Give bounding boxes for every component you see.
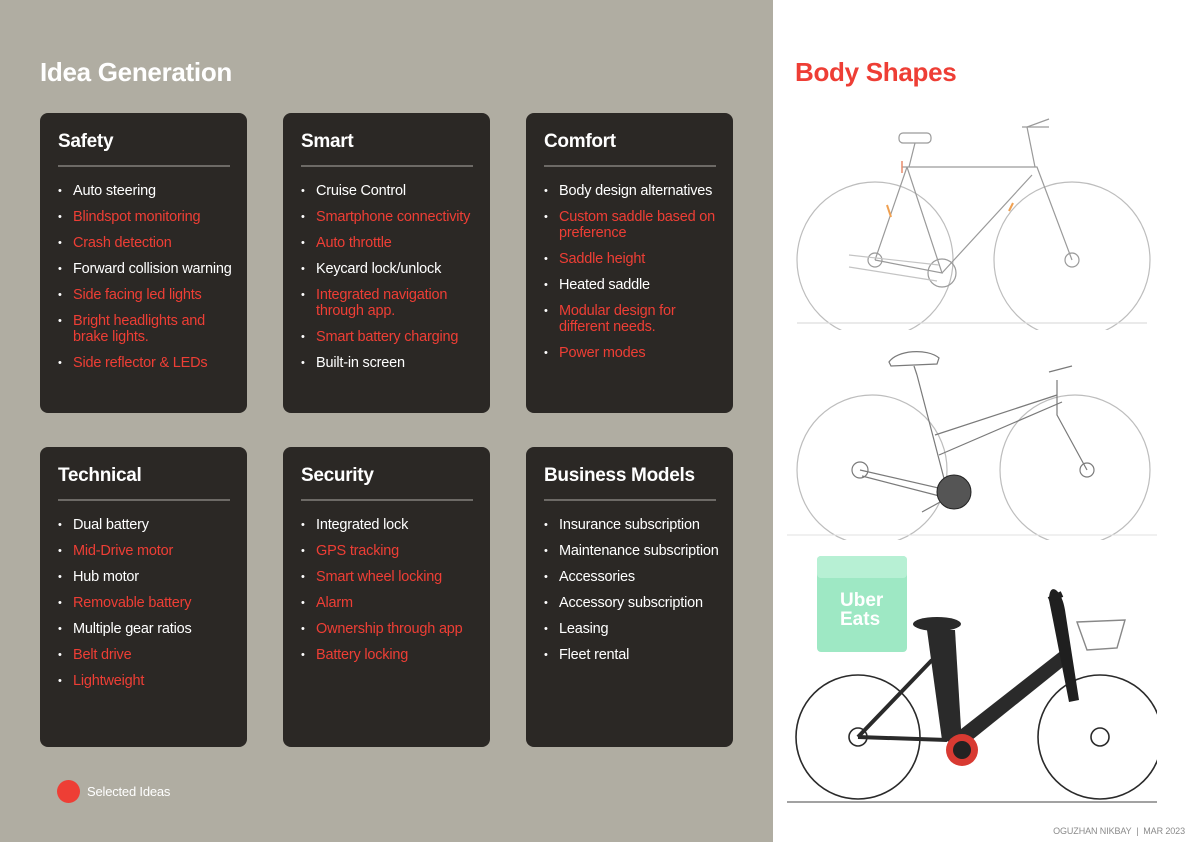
bike-sketch-1 <box>787 105 1157 330</box>
idea-item: • Built-in screen <box>301 355 481 371</box>
selected-idea-item: • Power modes <box>544 345 724 361</box>
legend <box>57 780 170 803</box>
selected-idea-item: • Modular design for different needs. <box>544 303 724 335</box>
idea-item: • Heated saddle <box>544 277 724 293</box>
card-title: Smart <box>301 131 354 152</box>
selected-idea-item: • Lightweight <box>58 673 238 689</box>
bike-render-3 <box>787 550 1157 810</box>
idea-list <box>301 517 481 673</box>
card-safety <box>40 113 247 413</box>
idea-item: • Body design alternatives <box>544 183 724 199</box>
selected-idea-item: • Smartphone connectivity <box>301 209 481 225</box>
selected-idea-item: • Removable battery <box>58 595 238 611</box>
idea-list <box>58 183 238 381</box>
selected-idea-item: • Custom saddle based on preference <box>544 209 724 241</box>
selected-idea-item: • Battery locking <box>301 647 481 663</box>
legend-label: Selected Ideas <box>87 784 171 799</box>
idea-item: • Leasing <box>544 621 724 637</box>
selected-idea-item: • Saddle height <box>544 251 724 267</box>
card-title: Comfort <box>544 131 616 152</box>
selected-idea-item: • Integrated navigation through app. <box>301 287 481 319</box>
idea-item: • Hub motor <box>58 569 238 585</box>
card-comfort <box>526 113 733 413</box>
idea-item: • Forward collision warning <box>58 261 238 277</box>
idea-item: • Fleet rental <box>544 647 724 663</box>
selected-idea-item: • Alarm <box>301 595 481 611</box>
card-security <box>283 447 490 747</box>
idea-item: • Insurance subscription <box>544 517 724 533</box>
selected-idea-item: • Side facing led lights <box>58 287 238 303</box>
selected-idea-item: • Ownership through app <box>301 621 481 637</box>
selected-idea-item: • Crash detection <box>58 235 238 251</box>
card-smart <box>283 113 490 413</box>
bike-sketch-2 <box>787 340 1157 540</box>
card-divider <box>58 165 230 167</box>
card-title: Technical <box>58 465 142 486</box>
legend-dot-icon <box>57 780 80 803</box>
card-title: Security <box>301 465 374 486</box>
selected-idea-item: • Belt drive <box>58 647 238 663</box>
selected-idea-item: • Auto throttle <box>301 235 481 251</box>
selected-idea-item: • Bright headlights and brake lights. <box>58 313 238 345</box>
footer <box>1000 826 1185 836</box>
selected-idea-item: • Mid-Drive motor <box>58 543 238 559</box>
selected-idea-item: • GPS tracking <box>301 543 481 559</box>
idea-list <box>301 183 481 381</box>
footer-date: MAR 2023 <box>1143 826 1185 836</box>
footer-separator: | <box>1136 826 1139 836</box>
card-business-models <box>526 447 733 747</box>
idea-item: • Accessory subscription <box>544 595 724 611</box>
idea-item: • Dual battery <box>58 517 238 533</box>
delivery-box-label: Eats <box>840 609 881 630</box>
idea-item: • Keycard lock/unlock <box>301 261 481 277</box>
idea-list <box>544 517 724 673</box>
idea-item: • Multiple gear ratios <box>58 621 238 637</box>
page-title: Idea Generation <box>40 57 232 87</box>
card-divider <box>544 499 716 501</box>
idea-item: • Cruise Control <box>301 183 481 199</box>
idea-item: • Auto steering <box>58 183 238 199</box>
idea-item: • Maintenance subscription <box>544 543 724 559</box>
card-divider <box>301 165 473 167</box>
card-title: Business Models <box>544 465 695 486</box>
card-divider <box>301 499 473 501</box>
footer-author: OGUZHAN NIKBAY <box>1053 826 1132 836</box>
idea-item: • Accessories <box>544 569 724 585</box>
body-shapes-title: Body Shapes <box>795 57 957 87</box>
selected-idea-item: • Smart wheel locking <box>301 569 481 585</box>
card-divider <box>544 165 716 167</box>
idea-item: • Integrated lock <box>301 517 481 533</box>
idea-list <box>544 183 724 371</box>
selected-idea-item: • Smart battery charging <box>301 329 481 345</box>
selected-idea-item: • Side reflector & LEDs <box>58 355 238 371</box>
card-title: Safety <box>58 131 114 152</box>
selected-idea-item: • Blindspot monitoring <box>58 209 238 225</box>
delivery-box-label: Uber <box>840 590 884 611</box>
idea-list <box>58 517 238 699</box>
card-technical <box>40 447 247 747</box>
card-divider <box>58 499 230 501</box>
